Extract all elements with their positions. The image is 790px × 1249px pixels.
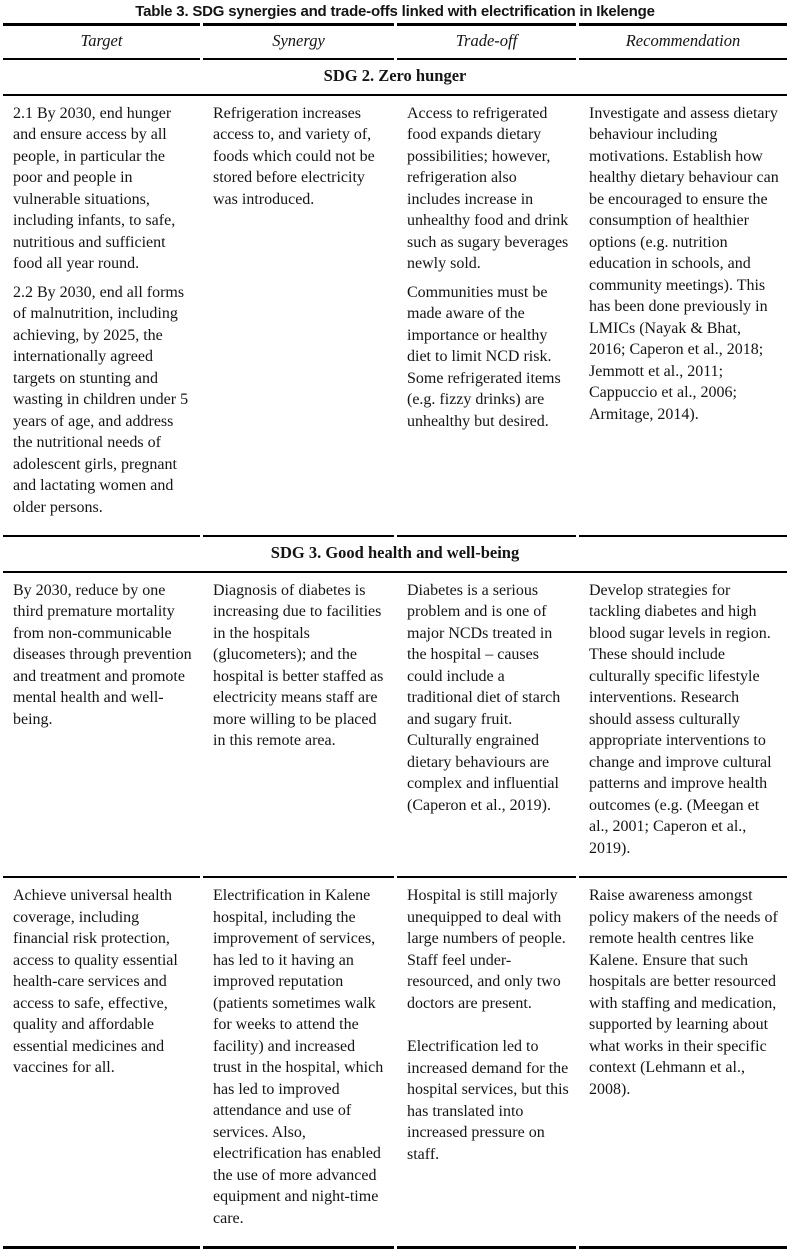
table-row-sdg2: [3, 96, 787, 538]
table-title: Table 3. SDG synergies and trade-offs linked with electrification in Ikelenge: [135, 3, 655, 20]
paragraph: Raise awareness amongst policy makers of the needs of remote health centres like Kalene. Ensure that such hospitals are better resourced with staffing and medication, supported by learning about what works in their specific context (Lehmann et al., 2008).: [589, 887, 778, 1098]
table-row-sdg3-1: [3, 573, 787, 879]
paragraph: 2.1 By 2030, end hunger and ensure access by all people, in particular the poor and people in vulnerable situations, including infants, to safe, nutritious and sufficient food all year round.: [13, 104, 176, 272]
paragraph: Achieve universal health coverage, including financial risk protection, access to quality essential health-care services and access to safe, effective, quality and affordable essential medicines and vaccines for all.: [13, 887, 178, 1076]
paragraph: Electrification in Kalene hospital, including the improvement of services, has led to it having an improved reputation (patients sometimes walk for weeks to attend the facility) and increased trust in the hospital, which has led to improved attendance and use of services. Also, electrification has enabled the use of more advanced equipment and night-time care.: [213, 887, 384, 1227]
cell-synergy: [203, 573, 394, 879]
paragraph: Communities must be made aware of the importance or healthy diet to limit NCD risk. Some refrigerated items (e.g. fizzy drinks) are unhealthy but desired.: [407, 283, 561, 430]
cell-recommendation: [579, 878, 787, 1249]
col-header-synergy: Synergy: [203, 23, 394, 60]
paragraph: 2.2 By 2030, end all forms of malnutrition, including achieving, by 2025, the internationally agreed targets on stunting and wasting in children under 5 years of age, and address the nutritional needs of adolescent girls, pregnant and lactating women and older persons.: [13, 283, 189, 516]
cell-recommendation: [579, 96, 787, 538]
cell-synergy: [203, 878, 394, 1249]
paragraph: Develop strategies for tackling diabetes and high blood sugar levels in region. These should include culturally specific lifestyle interventions. Research should assess culturally appropriate interventions to change and improve cultural patterns and improve health outcomes (e.g. (Meegan et al., 2001; Caperon et al., 2019).: [589, 581, 772, 857]
section-header-sdg2: [3, 60, 787, 96]
paragraph: Access to refrigerated food expands dietary possibilities; however, refrigeration also includes increase in unhealthy food and drink such as sugary beverages newly sold.: [407, 104, 569, 272]
paragraph: Investigate and assess dietary behaviour including motivations. Establish how healthy dietary behaviour can be encouraged to ensure the consumption of healthier options (e.g. nutrition education in schools, and community meetings). This has been done previously in LMICs (Nayak & Bhat, 2016; Caperon et al., 2018; Jemmott et al., 2011; Cappuccio et al., 2006; Armitage, 2014).: [589, 104, 779, 423]
col-header-tradeoff: Trade-off: [397, 23, 576, 60]
cell-tradeoff: [397, 573, 576, 879]
paragraph: Refrigeration increases access to, and variety of, foods which could not be stored before electricity was introduced.: [213, 104, 375, 208]
cell-recommendation: [579, 573, 787, 879]
section-header-sdg3: [3, 537, 787, 573]
paragraph: By 2030, reduce by one third premature mortality from non-communicable diseases through prevention and treatment and promote mental health and well-being.: [13, 581, 192, 728]
cell-target: [3, 878, 200, 1249]
table-row-sdg3-2: [3, 878, 787, 1249]
col-header-recommendation: Recommendation: [579, 23, 787, 60]
header-row: [3, 23, 787, 60]
sdg-table: [0, 23, 790, 1249]
section-title: SDG 3. Good health and well-being: [3, 537, 787, 573]
cell-target: [3, 573, 200, 879]
paragraph: Electrification led to increased demand for the hospital services, but this has translated into increased pressure on staff.: [407, 1038, 569, 1163]
section-title: SDG 2. Zero hunger: [3, 60, 787, 96]
paragraph: Diabetes is a serious problem and is one of major NCDs treated in the hospital – causes could include a traditional diet of starch and sugary fruit. Culturally engrained dietary behaviours are complex and influential (Caperon et al., 2019).: [407, 581, 561, 814]
col-header-target: Target: [3, 23, 200, 60]
cell-synergy: [203, 96, 394, 538]
cell-tradeoff: [397, 878, 576, 1249]
paragraph: Hospital is still majorly unequipped to deal with large numbers of people. Staff feel under-resourced, and only two doctors are present.: [407, 887, 566, 1012]
cell-target: [3, 96, 200, 538]
cell-tradeoff: [397, 96, 576, 538]
paragraph: Diagnosis of diabetes is increasing due to facilities in the hospitals (glucometers); and the hospital is better staffed as electricity means staff are more willing to be placed in this remote area.: [213, 581, 384, 749]
